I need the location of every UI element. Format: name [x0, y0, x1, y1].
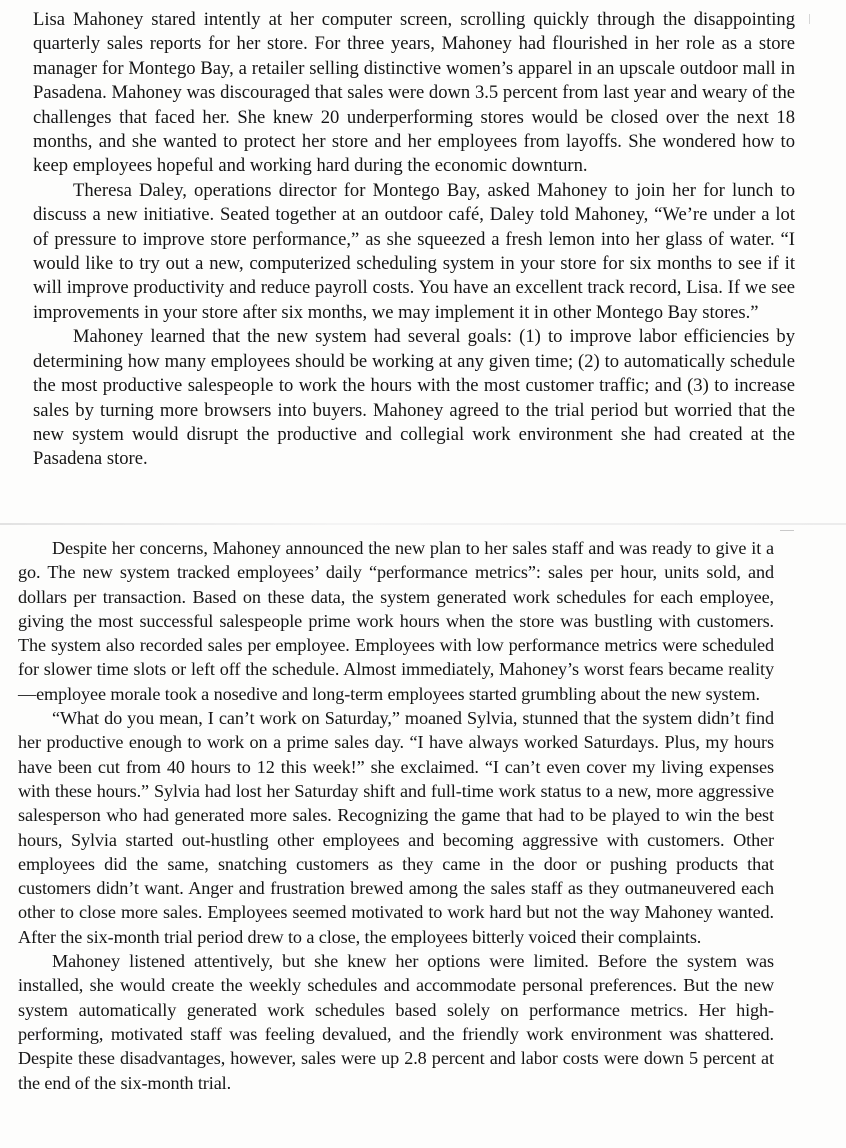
- paragraph-5: “What do you mean, I can’t work on Saturday,” moaned Sylvia, stunned that the system didn’t find her productive enough to work on a prime sales day. “I have always worked Saturdays. Plus, my hours have been cut from 40 hours to 12 this week!” she exclaimed. “I can’t even cover my living expenses with these hours.” Sylvia had lost her Saturday shift and full-time work status to a new, more aggressive salesperson who had generated more sales. Recognizing the game that had to be played to win the best hours, Sylvia started out-hustling other employees and becoming aggressive with customers. Other employees did the same, snatching customers as they came in the door or pushing products that customers didn’t want. Anger and frustration brewed among the sales staff as they outmaneuvered each other to close more sales. Employees seemed motivated to work hard but not the way Mahoney wanted. After the six-month trial period drew to a close, the employees bitterly voiced their complaints.: [18, 708, 774, 947]
- paragraph-1: Lisa Mahoney stared intently at her computer screen, scrolling quickly through the disappointing quarterly sales reports for her store. For three years, Mahoney had flourished in her role as a store manager for Montego Bay, a retailer selling distinctive women’s apparel in an upscale outdoor mall in Pasadena. Mahoney was discouraged that sales were down 3.5 percent from last year and weary of the challenges that faced her. She knew 20 underperforming stores would be closed over the next 18 months, and she wanted to protect her store and her employees from layoffs. She wondered how to keep employees hopeful and working hard during the economic downturn.: [33, 9, 795, 177]
- top-section: [33, 8, 795, 472]
- page-mark: [809, 14, 810, 24]
- bottom-section: [18, 536, 774, 1095]
- scan-seam: [0, 523, 846, 525]
- paragraph-4: Despite her concerns, Mahoney announced the new plan to her sales staff and was ready to give it a go. The new system tracked employees’ daily “performance metrics”: sales per hour, units sold, and dollars per transaction. Based on these data, the system generated work schedules for each employee, giving the most successful salespeople prime work hours when the store was bustling with customers. The system also recorded sales per employee. Employees with low performance metrics were scheduled for slower time slots or left off the schedule. Almost immediately, Mahoney’s worst fears became reality—employee morale took a nosedive and long-term employees started grumbling about the new system.: [18, 538, 774, 704]
- paragraph-3: Mahoney learned that the new system had several goals: (1) to improve labor efficiencies by determining how many employees should be working at any given time; (2) to automatically schedule the most productive salespeople to work the hours with the most customer traffic; and (3) to increase sales by turning more browsers into buyers. Mahoney agreed to the trial period but worried that the new system would disrupt the productive and collegial work environment she had created at the Pasadena store.: [33, 326, 795, 470]
- seam-mark: [780, 530, 794, 531]
- paragraph-6: Mahoney listened attentively, but she knew her options were limited. Before the system was installed, she would create the weekly schedules and accommodate personal preferences. But the new system automatically generated work schedules based solely on performance metrics. Her high-performing, motivated staff was feeling devalued, and the friendly work environment was shattered. Despite these disadvantages, however, sales were up 2.8 percent and labor costs were down 5 percent at the end of the six-month trial.: [18, 951, 774, 1093]
- paragraph-2: Theresa Daley, operations director for Montego Bay, asked Mahoney to join her for lunch to discuss a new initiative. Seated together at an outdoor café, Daley told Mahoney, “We’re under a lot of pressure to improve store performance,” as she squeezed a fresh lemon into her glass of water. “I would like to try out a new, computerized scheduling system in your store for six months to see if it will improve productivity and reduce payroll costs. You have an excellent track record, Lisa. If we see improvements in your store after six months, we may implement it in other Montego Bay stores.”: [33, 179, 795, 323]
